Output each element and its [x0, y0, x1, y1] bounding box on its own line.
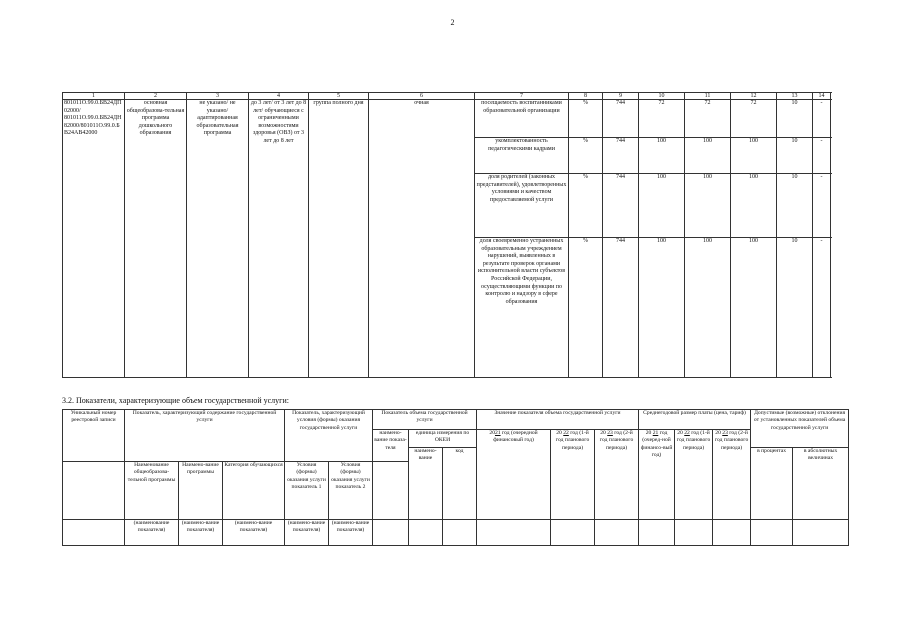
deviation: 10	[777, 238, 813, 378]
cell-empty	[713, 520, 751, 546]
price-year-2: 20 22 год (1-й год планового периода)	[675, 430, 713, 520]
header-conditions: Показатель, характеризующий условия (формы) оказания государственной услуги	[285, 410, 373, 462]
section-title: 3.2. Показатели, характеризующие объем государственной услуги:	[62, 396, 289, 405]
column-number-row	[63, 93, 831, 100]
col-number: 11	[685, 93, 731, 100]
header-content: Показатель, характеризующий содержание государственной услуги	[125, 410, 285, 462]
col-category: Категория обучающихся	[223, 462, 285, 520]
value: 100	[731, 138, 777, 174]
col-number: 14	[813, 93, 831, 100]
program-type: не указано/ не указано/ адаптированная образовательная программа	[187, 100, 249, 378]
header-unit-name: наимено-вание	[409, 448, 443, 520]
value: 100	[639, 238, 685, 378]
price-year-3: 20 23 год (2-й год планового периода)	[713, 430, 751, 520]
value: 72	[731, 100, 777, 138]
deviation-abs: -	[813, 100, 831, 138]
code: 744	[603, 100, 639, 138]
col-number: 1	[63, 93, 125, 100]
cell-empty	[63, 462, 125, 520]
col-number: 2	[125, 93, 187, 100]
code: 744	[603, 138, 639, 174]
col-cond1: Условия (формы) оказания услуги показатель 1	[285, 462, 329, 520]
year-2: 20 22 год (1-й год планового периода)	[551, 430, 595, 520]
col-number: 8	[569, 93, 603, 100]
col-number: 13	[777, 93, 813, 100]
col-number: 7	[475, 93, 569, 100]
volume-indicators-table	[62, 409, 849, 546]
header-row	[63, 410, 849, 430]
header-unit-code: код	[443, 448, 477, 520]
note-name: (наимено-вание показателя)	[329, 520, 373, 546]
col-cond2: Условия (формы) оказания услуги показатель 2	[329, 462, 373, 520]
header-deviation: Допустимые (возможные) отклонения от установленных показателей объема государственной услуги	[751, 410, 849, 448]
header-value: Значение показателя объема государственной услуги	[477, 410, 639, 430]
form-type: очная	[369, 100, 475, 378]
col-number: 6	[369, 93, 475, 100]
cell-empty	[373, 462, 409, 520]
table-row	[63, 100, 831, 138]
cell-empty	[675, 520, 713, 546]
note-name: (наименование показателя)	[125, 520, 179, 546]
indicator-name: доля своевременно устраненных образовательным учреждением нарушений, выявленных в результате проверок органами исполнительной власти субъектов Российской Федерации, осуществляющими функции по контролю и надзору в сфере образования	[475, 238, 569, 378]
cell-empty	[639, 520, 675, 546]
year-1: 2021 год (очередной финансовый год)	[477, 430, 551, 520]
cell-empty	[793, 520, 849, 546]
cell-empty	[409, 520, 443, 546]
header-vol-name: наимено-вание показа-теля	[373, 430, 409, 462]
col-number: 3	[187, 93, 249, 100]
cell-empty	[551, 520, 595, 546]
unit: %	[569, 138, 603, 174]
deviation-abs: -	[813, 174, 831, 238]
page-number: 2	[450, 18, 455, 27]
value: 100	[685, 238, 731, 378]
header-vol-unit: единица измерения по ОКЕИ	[409, 430, 477, 448]
col-number: 5	[309, 93, 369, 100]
age-category: до 3 лет/ от 3 лет до 8 лет/ обучающиеся с ограниченными возможностями здоровья (ОВЗ) от 3 лет до 8 лет	[249, 100, 309, 378]
unit: %	[569, 238, 603, 378]
col-number: 9	[603, 93, 639, 100]
cell-empty	[63, 520, 125, 546]
cell-empty	[373, 520, 409, 546]
indicator-name: посещаемость воспитанниками образовательной организации	[475, 100, 569, 138]
col-number: 4	[249, 93, 309, 100]
program-name: основная общеобразова-тельная программа дошкольного образования	[125, 100, 187, 378]
header-volume: Показатель объема государственной услуги	[373, 410, 477, 430]
header-absolute: в абсолютных величинах	[793, 448, 849, 520]
indicator-name: доля родителей (законных представителей), удовлетворенных условиями и качеством предоставляемой услуги	[475, 174, 569, 238]
note-name: (наимено-вание показателя)	[285, 520, 329, 546]
value: 100	[731, 174, 777, 238]
header-row	[63, 520, 849, 546]
price-year-1: 20 21 год (очеред-ной финансо-вый год)	[639, 430, 675, 520]
registry-number: 801011О.99.0.БВ24ДП02000/ 801011О.99.0.БВ24ДН82000/801011О.99.0.БВ24АВ42000	[63, 100, 125, 378]
unit: %	[569, 174, 603, 238]
value: 100	[685, 174, 731, 238]
col-number: 12	[731, 93, 777, 100]
deviation: 10	[777, 100, 813, 138]
cell-empty	[443, 520, 477, 546]
cell-empty	[751, 520, 793, 546]
value: 72	[685, 100, 731, 138]
cell-empty	[477, 520, 551, 546]
col-needs: Наимено-вание программы	[179, 462, 223, 520]
col-number: 10	[639, 93, 685, 100]
col-program: Наименование общеобразова-тельной программы	[125, 462, 179, 520]
deviation-abs: -	[813, 138, 831, 174]
deviation: 10	[777, 138, 813, 174]
year-3: 20 23 год (2-й год планового периода)	[595, 430, 639, 520]
cell-empty	[595, 520, 639, 546]
value: 100	[731, 238, 777, 378]
header-price: Среднегодовой размер платы (цена, тариф)	[639, 410, 751, 430]
value: 100	[685, 138, 731, 174]
group-type: группа полного дня	[309, 100, 369, 378]
code: 744	[603, 238, 639, 378]
deviation: 10	[777, 174, 813, 238]
value: 72	[639, 100, 685, 138]
note-name: (наимено-вание показателя)	[179, 520, 223, 546]
code: 744	[603, 174, 639, 238]
header-percent: в процентах	[751, 448, 793, 520]
indicator-name: укомплектованность педагогическими кадрами	[475, 138, 569, 174]
unit: %	[569, 100, 603, 138]
note-name: (наимено-вание показателя)	[223, 520, 285, 546]
value: 100	[639, 138, 685, 174]
deviation-abs: -	[813, 238, 831, 378]
header-registry: Уникальный номер реестровой записи	[63, 410, 125, 462]
quality-indicators-table	[62, 92, 831, 378]
value: 100	[639, 174, 685, 238]
